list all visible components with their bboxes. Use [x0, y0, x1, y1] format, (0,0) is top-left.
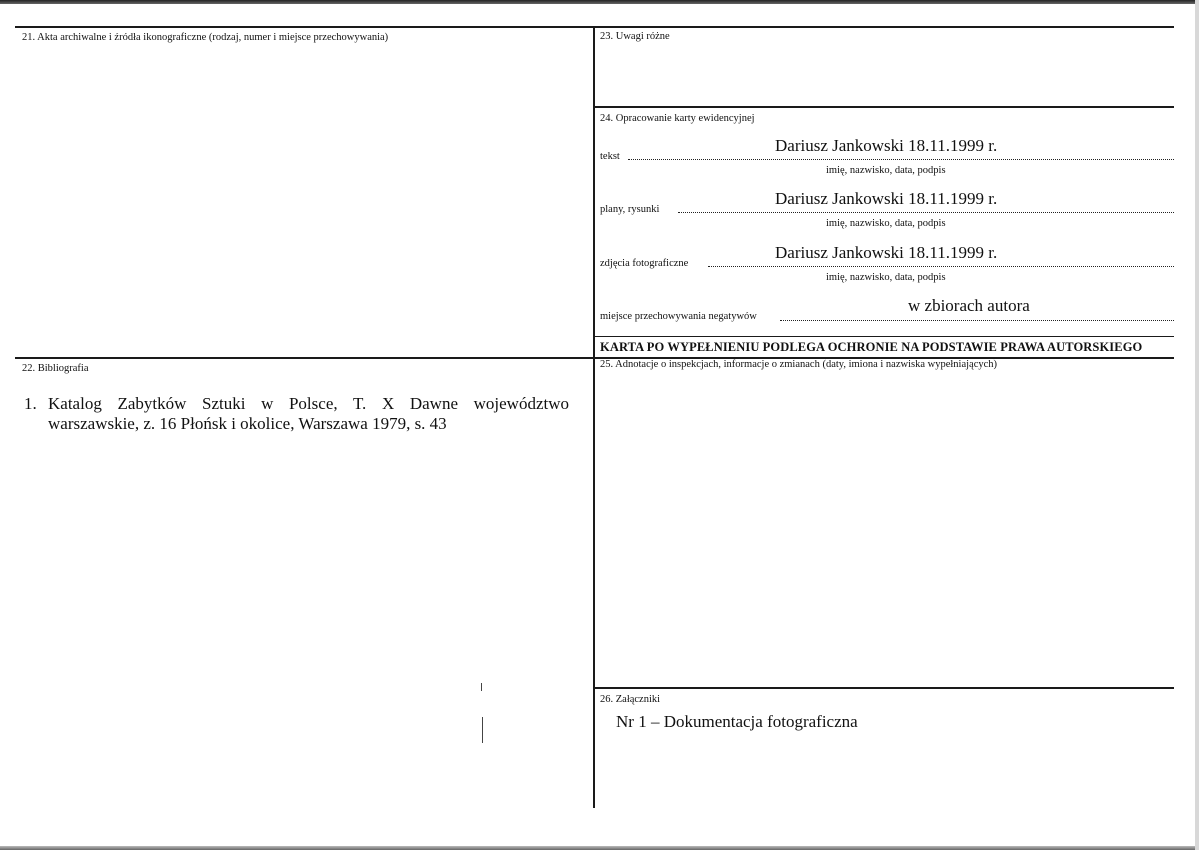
- bibliography-entry-number: 1.: [24, 394, 37, 413]
- field-label-plans: plany, rysunki: [600, 204, 660, 215]
- dotted-line-negatives: [780, 320, 1174, 321]
- rule-middle: [15, 357, 1174, 359]
- section-26-label: 26. Załączniki: [600, 694, 661, 705]
- signature-caption-photos: imię, nazwisko, data, podpis: [826, 272, 946, 283]
- section-22-label: 22. Bibliografia: [22, 363, 89, 374]
- rule-above-26: [595, 687, 1174, 689]
- dotted-line-text: [628, 159, 1174, 160]
- center-divider: [593, 26, 595, 808]
- scan-mark: [482, 717, 483, 743]
- section-25-label: 25. Adnotacje o inspekcjach, informacje o zmianach (daty, imiona i nazwiska wypełniających): [600, 359, 998, 370]
- section-21-label: 21. Akta archiwalne i źródła ikonograficzne (rodzaj, numer i miejsce przechowywania): [22, 32, 389, 43]
- bibliography-entry-text: Katalog Zabytków Sztuki w Polsce, T. X Dawne województwo warszawskie, z. 16 Płońsk i okolice, Warszawa 1979, s. 43: [48, 394, 569, 433]
- field-label-text: tekst: [600, 151, 620, 162]
- field-value-text: Dariusz Jankowski 18.11.1999 r.: [775, 136, 998, 155]
- field-value-negatives: w zbiorach autora: [908, 296, 1030, 315]
- bibliography-entry: [24, 394, 569, 434]
- rule-above-notice: [595, 336, 1174, 337]
- section-24-label: 24. Opracowanie karty ewidencyjnej: [600, 113, 755, 124]
- field-label-negatives: miejsce przechowywania negatywów: [600, 311, 757, 322]
- field-label-photos: zdjęcia fotograficzne: [600, 258, 689, 269]
- dotted-line-photos: [708, 266, 1174, 267]
- scan-mark: [481, 683, 482, 691]
- field-value-plans: Dariusz Jankowski 18.11.1999 r.: [775, 189, 998, 208]
- signature-caption-text: imię, nazwisko, data, podpis: [826, 165, 946, 176]
- copyright-notice: KARTA PO WYPEŁNIENIU PODLEGA OCHRONIE NA PODSTAWIE PRAWA AUTORSKIEGO: [600, 340, 1143, 354]
- attachment-item: Nr 1 – Dokumentacja fotograficzna: [616, 712, 858, 731]
- dotted-line-plans: [678, 212, 1174, 213]
- scan-right-edge: [1195, 0, 1199, 850]
- scan-bottom-edge: [0, 846, 1199, 850]
- section-23-label: 23. Uwagi różne: [600, 31, 670, 42]
- scan-top-edge: [0, 0, 1199, 4]
- rule-above-24: [595, 106, 1174, 108]
- signature-caption-plans: imię, nazwisko, data, podpis: [826, 218, 946, 229]
- field-value-photos: Dariusz Jankowski 18.11.1999 r.: [775, 243, 998, 262]
